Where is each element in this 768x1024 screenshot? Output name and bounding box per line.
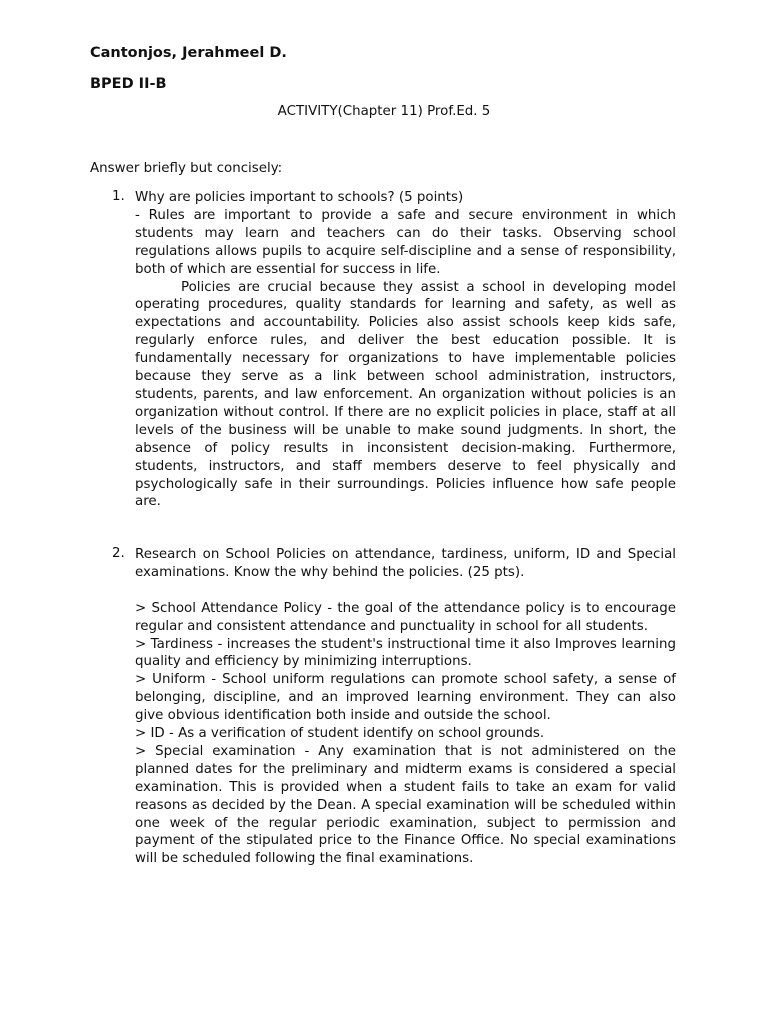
answer-paragraph: - Rules are important to provide a safe and secure environment in which students may learn and teachers can do their tasks. Observing school regulations allows pupils to acquire self-discipline and a sense of responsibility, both of which are essential for success in life. [135,207,676,277]
question-text: Why are policies important to schools? (5 points) [135,190,464,205]
question-block [135,189,676,511]
student-section: BPED II-B [90,76,167,92]
answer-paragraph: > ID - As a verification of student identify on school grounds. [135,726,545,742]
answer-paragraph: > Uniform - School uniform regulations can promote school safety, a sense of belonging, discipline, and an improved learning environment. They can also give obvious identification both inside and outside the school. [135,672,676,724]
question-text: Research on School Policies on attendance, tardiness, uniform, ID and Special examinations. Know the why behind the policies. (25 pts). [135,547,676,580]
answer-paragraph: > Tardiness - increases the student's instructional time it also Improves learning quality and efficiency by minimizing interruptions. [135,636,676,670]
answer-paragraph: > School Attendance Policy - the goal of the attendance policy is to encourage regular and consistent attendance and punctuality in school for all students. [135,600,676,634]
student-name: Cantonjos, Jerahmeel D. [90,45,287,61]
question-number: 2. [112,546,125,561]
question-number: 1. [112,189,125,204]
answer-paragraph: Policies are crucial because they assist a school in developing model operating procedures, quality standards for learning and safety, as well as expectations and accountability. Policies also assist schools keep kids safe, regularly enforce rules, and deliver the best education possible. It is fundamentally necessary for organizations to have implementable policies because they serve as a link between school administration, instructors, students, parents, and law enforcement. An organization without policies is an organization without control. If there are no explicit policies in place, staff at all levels of the business will be unable to make sound judgments. In short, the absence of policy results in inconsistent decision-making. Furthermore, students, instructors, and staff members deserve to feel physically and psychologically safe in their surroundings. Policies influence how safe people are. [135,279,676,510]
activity-title: ACTIVITY(Chapter 11) Prof.Ed. 5 [277,104,491,119]
answer-paragraph: > Special examination - Any examination that is not administered on the planned dates for the preliminary and midterm exams is considered a special examination. This is provided when a student fails to take an exam for valid reasons as decided by the Dean. A special examination will be scheduled within one week of the regular periodic examination, subject to permission and payment of the stipulated price to the Finance Office. No special examinations will be scheduled following the final examinations. [135,743,676,867]
instruction-text: Answer briefly but concisely: [90,161,283,176]
question-block [135,546,676,868]
